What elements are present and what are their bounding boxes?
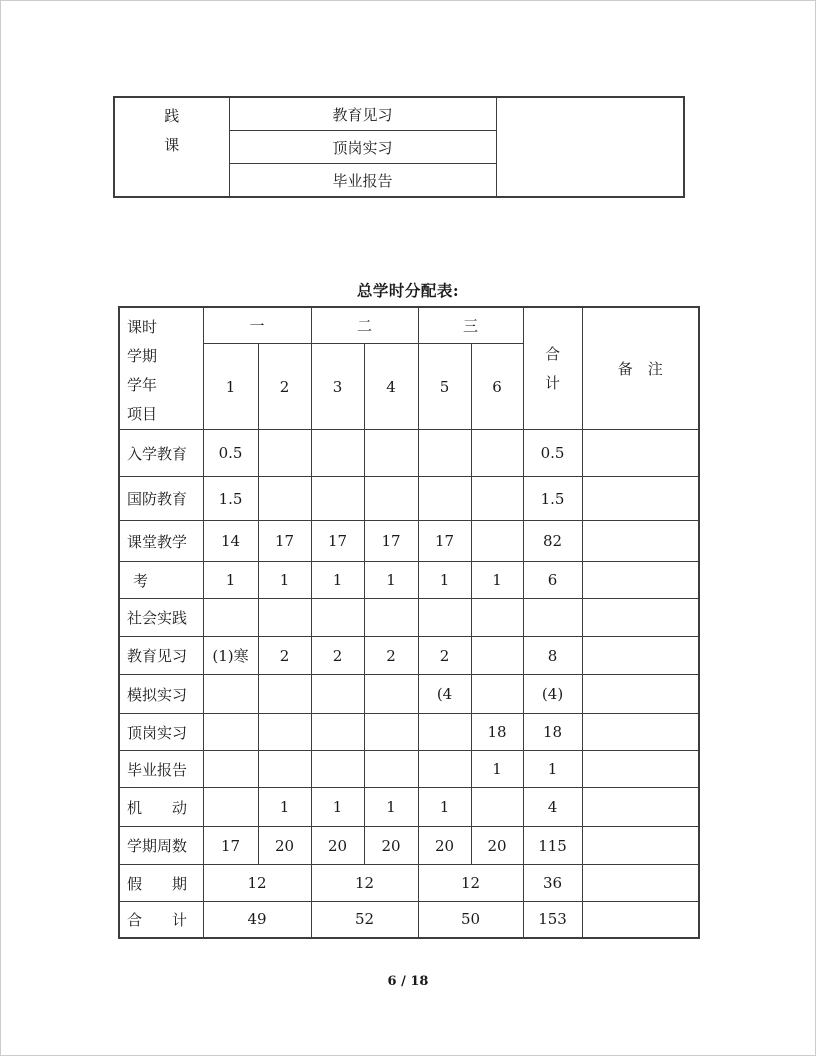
value-cell: 2	[418, 637, 471, 675]
value-cell	[258, 714, 311, 751]
corner-line: 学期	[127, 347, 158, 365]
remark-cell	[582, 751, 699, 788]
value-cell: 1.5	[203, 477, 258, 521]
value-cell: 17	[311, 521, 364, 562]
value-cell	[364, 430, 418, 477]
value-cell: 12	[203, 865, 311, 902]
practice-course-table	[113, 96, 685, 198]
remark-cell	[582, 477, 699, 521]
total-cell: 1	[523, 751, 582, 788]
table-row	[119, 562, 699, 599]
value-cell: 20	[364, 827, 418, 865]
corner-line: 项目	[127, 405, 158, 423]
table-row	[119, 521, 699, 562]
row-label-cell: 机 动	[119, 788, 203, 827]
value-cell: 20	[311, 827, 364, 865]
value-cell: 1	[471, 751, 523, 788]
value-cell: 2	[258, 637, 311, 675]
value-cell: 1	[364, 562, 418, 599]
value-cell	[258, 430, 311, 477]
total-cell	[523, 599, 582, 637]
value-cell	[418, 751, 471, 788]
hours-table-title: 总学时分配表:	[356, 281, 460, 300]
value-cell: 14	[203, 521, 258, 562]
table-row	[119, 430, 699, 477]
total-cell: 82	[523, 521, 582, 562]
value-cell	[258, 477, 311, 521]
value-cell: 1	[258, 788, 311, 827]
total-cell: 153	[523, 902, 582, 938]
value-cell	[258, 751, 311, 788]
year-group-header: 三	[418, 307, 523, 344]
table-row	[119, 714, 699, 751]
value-cell: 17	[418, 521, 471, 562]
value-cell	[364, 599, 418, 637]
row-label-cell: 模拟实习	[119, 675, 203, 714]
corner-header-cell	[119, 307, 203, 430]
value-cell: 2	[311, 637, 364, 675]
total-cell: 18	[523, 714, 582, 751]
table-row	[119, 827, 699, 865]
remark-cell	[582, 562, 699, 599]
practice-row-label: 教育见习	[229, 97, 496, 131]
value-cell: 12	[418, 865, 523, 902]
value-cell: 1	[203, 562, 258, 599]
row-label-cell: 毕业报告	[119, 751, 203, 788]
value-cell	[418, 477, 471, 521]
value-cell	[471, 637, 523, 675]
total-cell: (4)	[523, 675, 582, 714]
value-cell: 17	[258, 521, 311, 562]
value-cell	[203, 675, 258, 714]
value-cell	[311, 714, 364, 751]
value-cell	[471, 675, 523, 714]
value-cell	[311, 751, 364, 788]
row-label-cell: 假 期	[119, 865, 203, 902]
value-cell: 1	[364, 788, 418, 827]
remark-cell	[582, 827, 699, 865]
total-cell: 8	[523, 637, 582, 675]
table-row	[119, 902, 699, 938]
value-cell	[418, 430, 471, 477]
total-cell: 1.5	[523, 477, 582, 521]
value-cell: 1	[418, 562, 471, 599]
value-cell	[311, 477, 364, 521]
value-cell	[471, 788, 523, 827]
value-cell: 1	[258, 562, 311, 599]
row-label-cell: 教育见习	[119, 637, 203, 675]
remark-cell	[582, 865, 699, 902]
table-row	[119, 865, 699, 902]
value-cell	[258, 675, 311, 714]
value-cell: 1	[471, 562, 523, 599]
total-header-line: 计	[545, 373, 561, 392]
value-cell: 17	[364, 521, 418, 562]
value-cell	[203, 714, 258, 751]
year-group-header: 二	[311, 307, 418, 344]
practice-side-line: 践	[164, 107, 180, 125]
remark-cell	[582, 902, 699, 938]
semester-header: 3	[311, 344, 364, 430]
value-cell: 2	[364, 637, 418, 675]
value-cell	[471, 599, 523, 637]
value-cell: 0.5	[203, 430, 258, 477]
page-number: 6 / 18	[387, 974, 429, 989]
total-cell: 0.5	[523, 430, 582, 477]
row-label-cell: 合 计	[119, 902, 203, 938]
table-row	[119, 637, 699, 675]
practice-row-label: 毕业报告	[229, 164, 496, 198]
row-label-cell: 入学教育	[119, 430, 203, 477]
corner-line: 课时	[127, 318, 158, 336]
value-cell: (4	[418, 675, 471, 714]
value-cell: 50	[418, 902, 523, 938]
value-cell: 20	[418, 827, 471, 865]
semester-header: 5	[418, 344, 471, 430]
value-cell: 1	[311, 562, 364, 599]
remark-cell	[582, 521, 699, 562]
total-header-cell	[523, 307, 582, 430]
row-label-cell: 学期周数	[119, 827, 203, 865]
semester-header: 6	[471, 344, 523, 430]
total-cell: 4	[523, 788, 582, 827]
remark-cell	[582, 714, 699, 751]
practice-row-label: 顶岗实习	[229, 131, 496, 164]
value-cell: 18	[471, 714, 523, 751]
value-cell	[311, 675, 364, 714]
value-cell	[418, 714, 471, 751]
hours-table	[118, 306, 700, 939]
value-cell: 20	[258, 827, 311, 865]
value-cell: 1	[311, 788, 364, 827]
total-cell: 115	[523, 827, 582, 865]
year-group-header: 一	[203, 307, 311, 344]
value-cell	[471, 477, 523, 521]
value-cell	[203, 599, 258, 637]
value-cell: 1	[418, 788, 471, 827]
table-row	[119, 599, 699, 637]
corner-line: 学年	[127, 376, 158, 394]
total-header-line: 合	[545, 344, 561, 363]
value-cell: 20	[471, 827, 523, 865]
total-cell: 36	[523, 865, 582, 902]
value-cell: 17	[203, 827, 258, 865]
value-cell	[311, 430, 364, 477]
value-cell	[364, 675, 418, 714]
value-cell	[203, 751, 258, 788]
value-cell: 49	[203, 902, 311, 938]
remark-cell	[582, 675, 699, 714]
value-cell	[311, 599, 364, 637]
row-label-cell: 国防教育	[119, 477, 203, 521]
value-cell: 12	[311, 865, 418, 902]
value-cell	[471, 430, 523, 477]
semester-header: 4	[364, 344, 418, 430]
value-cell	[471, 521, 523, 562]
value-cell: 52	[311, 902, 418, 938]
table-row	[119, 751, 699, 788]
value-cell	[258, 599, 311, 637]
value-cell	[364, 751, 418, 788]
value-cell	[364, 714, 418, 751]
remark-header-cell: 备 注	[582, 307, 699, 430]
row-label-cell: 考	[119, 562, 203, 599]
value-cell	[203, 788, 258, 827]
value-cell	[418, 599, 471, 637]
total-cell: 6	[523, 562, 582, 599]
table-row	[119, 675, 699, 714]
remark-cell	[582, 637, 699, 675]
table-row	[119, 788, 699, 827]
row-label-cell: 社会实践	[119, 599, 203, 637]
remark-cell	[582, 430, 699, 477]
remark-cell	[582, 788, 699, 827]
practice-side-line: 课	[164, 136, 180, 154]
semester-header: 2	[258, 344, 311, 430]
practice-side-label-cell	[114, 97, 229, 197]
remark-cell	[582, 599, 699, 637]
practice-empty-cell	[496, 97, 684, 197]
value-cell	[364, 477, 418, 521]
row-label-cell: 课堂教学	[119, 521, 203, 562]
value-cell: (1)寒	[203, 637, 258, 675]
semester-header: 1	[203, 344, 258, 430]
table-row	[119, 477, 699, 521]
row-label-cell: 顶岗实习	[119, 714, 203, 751]
